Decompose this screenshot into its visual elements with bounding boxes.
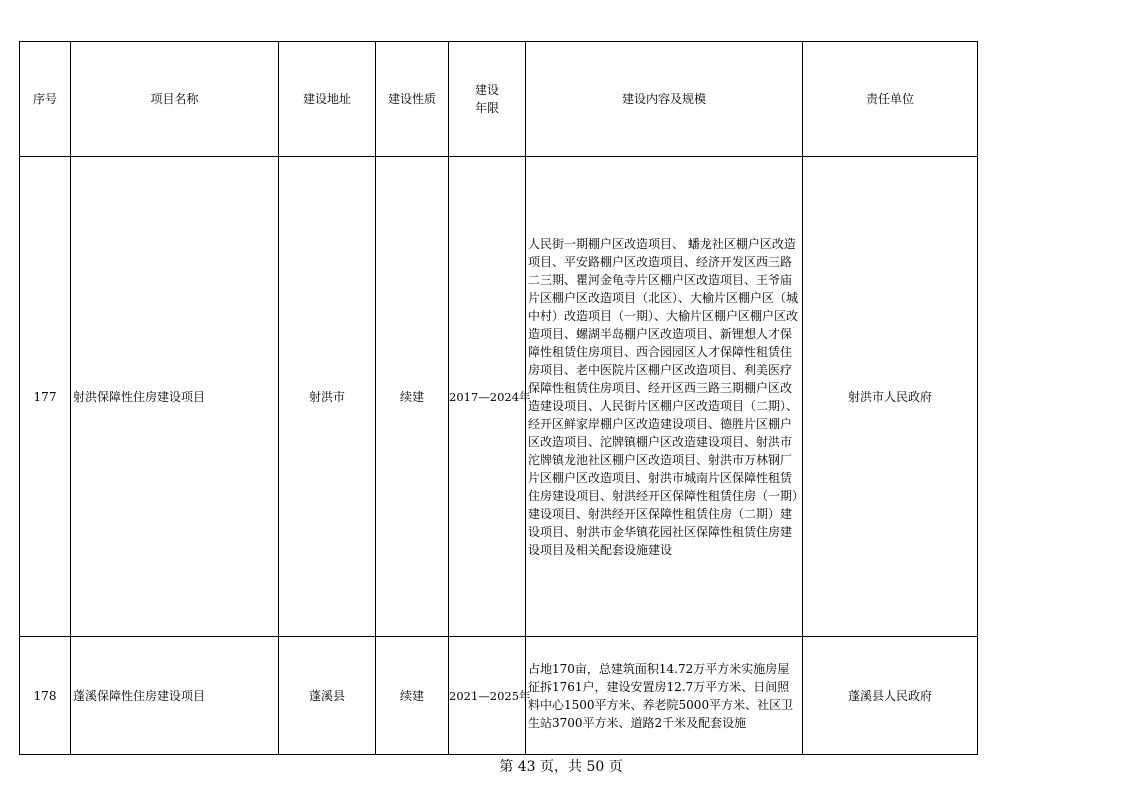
header-row <box>20 42 978 157</box>
header-period-line2: 年限 <box>474 101 499 115</box>
cell-unit: 蓬溪县人民政府 <box>803 637 978 755</box>
cell-address: 蓬溪县 <box>279 637 376 755</box>
cell-content: 人民街一期棚户区改造项目、 蟠龙社区棚户区改造项目、平安路棚户区改造项目、经济开发区西三路二三期、瞿河金龟寺片区棚户区改造项目、王爷庙片区棚户区改造项目（北区）、大榆片区棚户区（城中村）改造项目（一期）、大榆片区棚户区棚户区改造项目、螺湖半岛棚户区改造项目、新锂想人才保障性租赁住房项目、西合园园区人才保障性租赁住房项目、老中医院片区棚户区改造项目、利美医疗保障性租赁住房项目、经开区西三路三期棚户区改造建设项目、人民街片区棚户区改造项目（二期）、经开区鲜家岸棚户区改造建设项目、德胜片区棚户区改造项目、沱牌镇棚户区改造建设项目、射洪市沱牌镇龙池社区棚户区改造项目、射洪市万林钢厂片区棚户区改造项目、射洪市城南片区保障性租赁住房建设项目、射洪经开区保障性租赁住房（一期）建设项目、射洪经开区保障性租赁住房（二期）建设项目、射洪市金华镇花园社区保障性租赁住房建设项目及相关配套设施建设 <box>526 157 803 637</box>
header-name: 项目名称 <box>71 42 279 157</box>
table-row <box>20 637 978 755</box>
cell-content: 占地170亩，总建筑面积14.72万平方米实施房屋征拆1761户，建设安置房12.7万平方米、日间照料中心1500平方米、养老院5000平方米、社区卫生站3700平方米、道路2千米及配套设施 <box>526 637 803 755</box>
header-content: 建设内容及规模 <box>526 42 803 157</box>
header-seq: 序号 <box>20 42 71 157</box>
header-period <box>449 42 526 157</box>
cell-nature: 续建 <box>376 157 449 637</box>
cell-unit: 射洪市人民政府 <box>803 157 978 637</box>
cell-address: 射洪市 <box>279 157 376 637</box>
cell-period: 2021—2025年 <box>449 637 526 755</box>
cell-name: 蓬溪保障性住房建设项目 <box>71 637 279 755</box>
header-address: 建设地址 <box>279 42 376 157</box>
cell-seq: 177 <box>20 157 71 637</box>
page-footer: 第 43 页，共 50 页 <box>499 759 623 775</box>
header-period-line1: 建设 <box>474 83 499 97</box>
cell-period: 2017—2024年 <box>449 157 526 637</box>
project-table <box>19 41 978 755</box>
header-nature: 建设性质 <box>376 42 449 157</box>
cell-seq: 178 <box>20 637 71 755</box>
header-unit: 责任单位 <box>803 42 978 157</box>
cell-name: 射洪保障性住房建设项目 <box>71 157 279 637</box>
cell-nature: 续建 <box>376 637 449 755</box>
table-row <box>20 157 978 637</box>
